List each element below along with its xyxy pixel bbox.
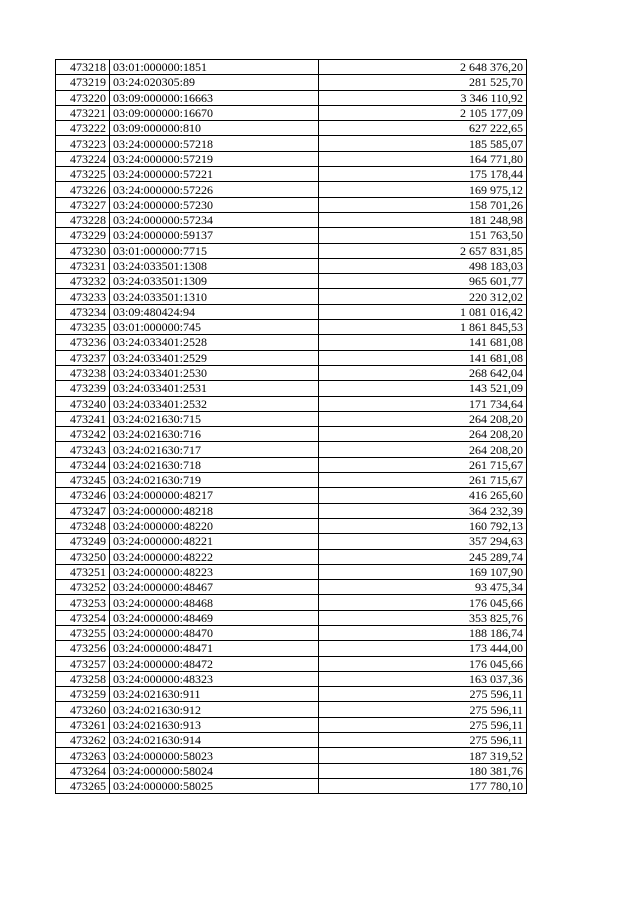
table-row — [56, 778, 527, 793]
value-cell: 181 248,98 — [319, 212, 527, 227]
cadastral-number-cell: 03:24:000000:58025 — [110, 778, 319, 793]
value-cell: 2 648 376,20 — [319, 60, 527, 75]
value-cell: 264 208,20 — [319, 427, 527, 442]
table-row — [56, 258, 527, 273]
row-id-cell: 473252 — [56, 580, 110, 595]
cadastral-number-cell: 03:24:000000:58024 — [110, 763, 319, 778]
cadastral-number-cell: 03:24:000000:59137 — [110, 228, 319, 243]
cadastral-number-cell: 03:24:000000:48223 — [110, 564, 319, 579]
table-row — [56, 396, 527, 411]
cadastral-number-cell: 03:24:033401:2528 — [110, 335, 319, 350]
row-id-cell: 473233 — [56, 289, 110, 304]
row-id-cell: 473247 — [56, 503, 110, 518]
cadastral-number-cell: 03:24:000000:48218 — [110, 503, 319, 518]
table-row — [56, 136, 527, 151]
cadastral-number-cell: 03:09:000000:810 — [110, 121, 319, 136]
row-id-cell: 473222 — [56, 121, 110, 136]
value-cell: 965 601,77 — [319, 274, 527, 289]
table-row — [56, 243, 527, 258]
value-cell: 2 105 177,09 — [319, 105, 527, 120]
value-cell: 627 222,65 — [319, 121, 527, 136]
cadastral-number-cell: 03:24:000000:48470 — [110, 625, 319, 640]
value-cell: 143 521,09 — [319, 381, 527, 396]
table-row — [56, 427, 527, 442]
row-id-cell: 473227 — [56, 197, 110, 212]
table-row — [56, 304, 527, 319]
value-cell: 245 289,74 — [319, 549, 527, 564]
row-id-cell: 473229 — [56, 228, 110, 243]
table-row — [56, 121, 527, 136]
row-id-cell: 473224 — [56, 151, 110, 166]
cadastral-number-cell: 03:09:480424:94 — [110, 304, 319, 319]
table-row — [56, 503, 527, 518]
row-id-cell: 473256 — [56, 641, 110, 656]
value-cell: 416 265,60 — [319, 488, 527, 503]
cadastral-number-cell: 03:24:021630:912 — [110, 702, 319, 717]
cadastral-number-cell: 03:24:000000:48467 — [110, 580, 319, 595]
row-id-cell: 473245 — [56, 473, 110, 488]
cadastral-number-cell: 03:24:000000:48220 — [110, 518, 319, 533]
table-row — [56, 442, 527, 457]
row-id-cell: 473241 — [56, 411, 110, 426]
cadastral-number-cell: 03:24:033401:2529 — [110, 350, 319, 365]
value-cell: 173 444,00 — [319, 641, 527, 656]
value-cell: 171 734,64 — [319, 396, 527, 411]
table-row — [56, 228, 527, 243]
row-id-cell: 473253 — [56, 595, 110, 610]
value-cell: 93 475,34 — [319, 580, 527, 595]
table-row — [56, 320, 527, 335]
table-row — [56, 656, 527, 671]
table-row — [56, 381, 527, 396]
table-body — [56, 60, 527, 794]
row-id-cell: 473223 — [56, 136, 110, 151]
row-id-cell: 473225 — [56, 167, 110, 182]
row-id-cell: 473261 — [56, 717, 110, 732]
table-row — [56, 702, 527, 717]
value-cell: 164 771,80 — [319, 151, 527, 166]
row-id-cell: 473243 — [56, 442, 110, 457]
cadastral-number-cell: 03:24:020305:89 — [110, 75, 319, 90]
table-row — [56, 580, 527, 595]
cadastral-number-cell: 03:24:021630:913 — [110, 717, 319, 732]
row-id-cell: 473220 — [56, 90, 110, 105]
table-row — [56, 182, 527, 197]
cadastral-number-cell: 03:24:000000:57234 — [110, 212, 319, 227]
value-cell: 163 037,36 — [319, 671, 527, 686]
row-id-cell: 473242 — [56, 427, 110, 442]
data-table — [55, 59, 527, 794]
table-row — [56, 90, 527, 105]
value-cell: 220 312,02 — [319, 289, 527, 304]
value-cell: 158 701,26 — [319, 197, 527, 212]
cadastral-number-cell: 03:24:000000:48222 — [110, 549, 319, 564]
cadastral-number-cell: 03:24:000000:48221 — [110, 534, 319, 549]
row-id-cell: 473237 — [56, 350, 110, 365]
value-cell: 364 232,39 — [319, 503, 527, 518]
row-id-cell: 473240 — [56, 396, 110, 411]
cadastral-number-cell: 03:24:000000:57230 — [110, 197, 319, 212]
value-cell: 169 975,12 — [319, 182, 527, 197]
row-id-cell: 473251 — [56, 564, 110, 579]
value-cell: 185 585,07 — [319, 136, 527, 151]
cadastral-number-cell: 03:24:033401:2531 — [110, 381, 319, 396]
value-cell: 275 596,11 — [319, 687, 527, 702]
row-id-cell: 473244 — [56, 457, 110, 472]
value-cell: 498 183,03 — [319, 258, 527, 273]
value-cell: 353 825,76 — [319, 610, 527, 625]
table-row — [56, 411, 527, 426]
cadastral-number-cell: 03:24:033501:1309 — [110, 274, 319, 289]
value-cell: 141 681,08 — [319, 350, 527, 365]
cadastral-number-cell: 03:24:021630:914 — [110, 733, 319, 748]
table-row — [56, 335, 527, 350]
row-id-cell: 473260 — [56, 702, 110, 717]
value-cell: 261 715,67 — [319, 473, 527, 488]
value-cell: 1 081 016,42 — [319, 304, 527, 319]
cadastral-number-cell: 03:24:000000:57218 — [110, 136, 319, 151]
table-row — [56, 610, 527, 625]
cadastral-number-cell: 03:01:000000:7715 — [110, 243, 319, 258]
table-row — [56, 564, 527, 579]
value-cell: 176 045,66 — [319, 595, 527, 610]
table-row — [56, 197, 527, 212]
cadastral-number-cell: 03:24:000000:48323 — [110, 671, 319, 686]
cadastral-number-cell: 03:24:021630:717 — [110, 442, 319, 457]
value-cell: 1 861 845,53 — [319, 320, 527, 335]
value-cell: 180 381,76 — [319, 763, 527, 778]
table-row — [56, 365, 527, 380]
cadastral-number-cell: 03:24:033401:2530 — [110, 365, 319, 380]
value-cell: 275 596,11 — [319, 733, 527, 748]
row-id-cell: 473228 — [56, 212, 110, 227]
value-cell: 176 045,66 — [319, 656, 527, 671]
cadastral-number-cell: 03:24:000000:48469 — [110, 610, 319, 625]
row-id-cell: 473250 — [56, 549, 110, 564]
row-id-cell: 473219 — [56, 75, 110, 90]
cadastral-number-cell: 03:24:000000:48217 — [110, 488, 319, 503]
cadastral-number-cell: 03:24:000000:48468 — [110, 595, 319, 610]
cadastral-number-cell: 03:24:000000:48472 — [110, 656, 319, 671]
value-cell: 3 346 110,92 — [319, 90, 527, 105]
row-id-cell: 473264 — [56, 763, 110, 778]
table-row — [56, 687, 527, 702]
cadastral-number-cell: 03:24:033501:1308 — [110, 258, 319, 273]
cadastral-number-cell: 03:09:000000:16670 — [110, 105, 319, 120]
table-row — [56, 625, 527, 640]
value-cell: 357 294,63 — [319, 534, 527, 549]
table-row — [56, 274, 527, 289]
cadastral-number-cell: 03:24:000000:57219 — [110, 151, 319, 166]
row-id-cell: 473239 — [56, 381, 110, 396]
cadastral-number-cell: 03:24:021630:719 — [110, 473, 319, 488]
table-row — [56, 350, 527, 365]
value-cell: 141 681,08 — [319, 335, 527, 350]
row-id-cell: 473259 — [56, 687, 110, 702]
row-id-cell: 473249 — [56, 534, 110, 549]
row-id-cell: 473231 — [56, 258, 110, 273]
row-id-cell: 473235 — [56, 320, 110, 335]
row-id-cell: 473246 — [56, 488, 110, 503]
row-id-cell: 473236 — [56, 335, 110, 350]
value-cell: 169 107,90 — [319, 564, 527, 579]
value-cell: 177 780,10 — [319, 778, 527, 793]
row-id-cell: 473238 — [56, 365, 110, 380]
row-id-cell: 473232 — [56, 274, 110, 289]
table-row — [56, 488, 527, 503]
row-id-cell: 473258 — [56, 671, 110, 686]
row-id-cell: 473263 — [56, 748, 110, 763]
table-row — [56, 641, 527, 656]
table-row — [56, 457, 527, 472]
value-cell: 2 657 831,85 — [319, 243, 527, 258]
value-cell: 264 208,20 — [319, 411, 527, 426]
table-row — [56, 549, 527, 564]
row-id-cell: 473257 — [56, 656, 110, 671]
cadastral-number-cell: 03:24:021630:718 — [110, 457, 319, 472]
cadastral-number-cell: 03:24:000000:48471 — [110, 641, 319, 656]
table-row — [56, 733, 527, 748]
cadastral-number-cell: 03:01:000000:745 — [110, 320, 319, 335]
row-id-cell: 473226 — [56, 182, 110, 197]
row-id-cell: 473248 — [56, 518, 110, 533]
table-row — [56, 75, 527, 90]
table-row — [56, 595, 527, 610]
table-row — [56, 151, 527, 166]
table-row — [56, 748, 527, 763]
cadastral-number-cell: 03:24:000000:57221 — [110, 167, 319, 182]
table-row — [56, 671, 527, 686]
table-row — [56, 167, 527, 182]
cadastral-number-cell: 03:24:000000:57226 — [110, 182, 319, 197]
row-id-cell: 473265 — [56, 778, 110, 793]
table-row — [56, 534, 527, 549]
cadastral-number-cell: 03:09:000000:16663 — [110, 90, 319, 105]
value-cell: 275 596,11 — [319, 702, 527, 717]
value-cell: 160 792,13 — [319, 518, 527, 533]
cadastral-number-cell: 03:24:021630:715 — [110, 411, 319, 426]
cadastral-number-cell: 03:24:021630:911 — [110, 687, 319, 702]
value-cell: 261 715,67 — [319, 457, 527, 472]
table-row — [56, 212, 527, 227]
value-cell: 281 525,70 — [319, 75, 527, 90]
table-row — [56, 105, 527, 120]
row-id-cell: 473255 — [56, 625, 110, 640]
cadastral-number-cell: 03:24:033401:2532 — [110, 396, 319, 411]
value-cell: 175 178,44 — [319, 167, 527, 182]
table-row — [56, 289, 527, 304]
table-row — [56, 473, 527, 488]
cadastral-number-cell: 03:01:000000:1851 — [110, 60, 319, 75]
row-id-cell: 473254 — [56, 610, 110, 625]
table-row — [56, 518, 527, 533]
value-cell: 268 642,04 — [319, 365, 527, 380]
table-row — [56, 763, 527, 778]
table-row — [56, 60, 527, 75]
cadastral-number-cell: 03:24:021630:716 — [110, 427, 319, 442]
row-id-cell: 473221 — [56, 105, 110, 120]
row-id-cell: 473234 — [56, 304, 110, 319]
row-id-cell: 473218 — [56, 60, 110, 75]
value-cell: 275 596,11 — [319, 717, 527, 732]
row-id-cell: 473262 — [56, 733, 110, 748]
value-cell: 187 319,52 — [319, 748, 527, 763]
cadastral-number-cell: 03:24:000000:58023 — [110, 748, 319, 763]
value-cell: 188 186,74 — [319, 625, 527, 640]
value-cell: 264 208,20 — [319, 442, 527, 457]
value-cell: 151 763,50 — [319, 228, 527, 243]
row-id-cell: 473230 — [56, 243, 110, 258]
cadastral-number-cell: 03:24:033501:1310 — [110, 289, 319, 304]
table-row — [56, 717, 527, 732]
